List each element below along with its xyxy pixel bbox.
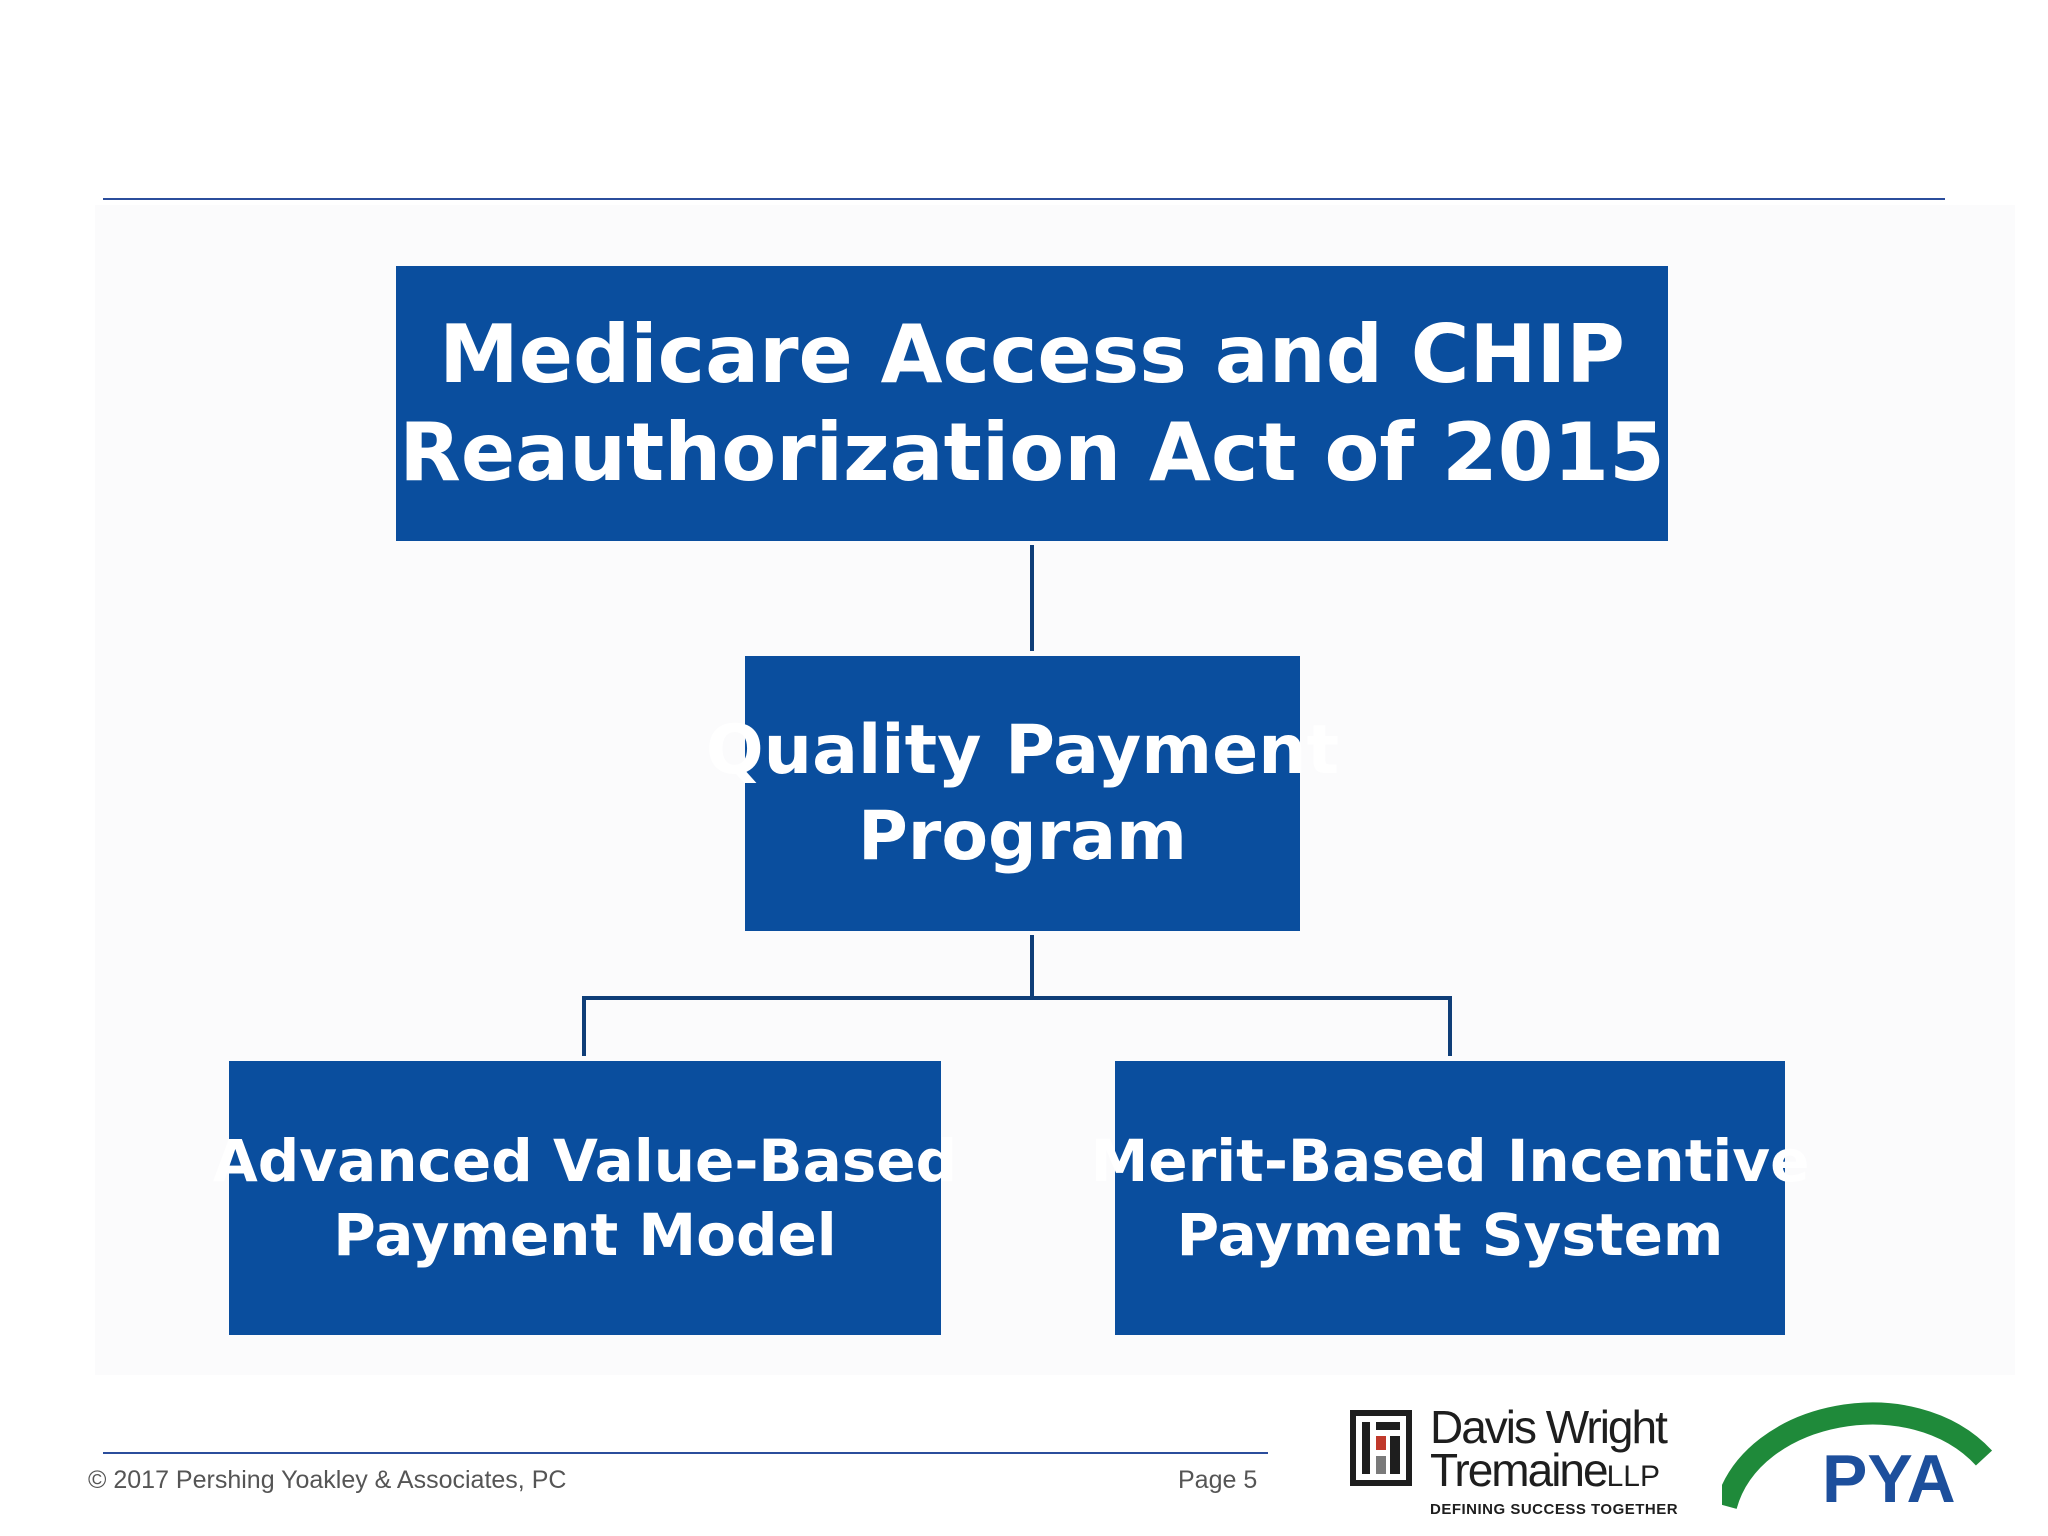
dwt-llp: LLP [1606,1460,1660,1493]
dwt-logo-icon [1350,1410,1412,1486]
connector-top-middle [1030,545,1034,651]
dwt-name-line1: Davis Wright [1430,1401,1666,1453]
connector-right-drop [1448,996,1452,1056]
pya-logo [1722,1400,1992,1510]
dwt-logo [1430,1401,1679,1518]
mips-line2: Payment System [1176,1201,1724,1269]
copyright-text: © 2017 Pershing Yoakley & Associates, PC [88,1466,567,1494]
qpp-line2: Program [857,796,1188,876]
macra-line2: Reauthorization Act of 2015 [399,405,1665,499]
apm-box [212,1061,958,1335]
apm-line1: Advanced Value-Based [212,1127,958,1195]
connector-horizontal [582,996,1452,1000]
qpp-line1: Quality Payment [705,710,1340,790]
mips-box [1090,1061,1810,1335]
dwt-tagline: DEFINING SUCCESS TOGETHER [1430,1501,1679,1518]
apm-line2: Payment Model [333,1201,837,1269]
dwt-name-tremaine: Tremaine [1430,1444,1607,1496]
mips-line1: Merit-Based Incentive [1090,1127,1810,1195]
macra-line1: Medicare Access and CHIP [439,307,1625,401]
header-rule [103,198,1945,200]
footer-rule [103,1452,1268,1454]
pya-logo-text: PYA [1822,1441,1956,1510]
connector-middle-down [1030,935,1034,997]
macra-box [396,266,1668,541]
connector-left-drop [582,996,586,1056]
dwt-name-line2 [1430,1444,1678,1497]
qpp-box [705,656,1340,931]
page-number: Page 5 [1178,1466,1258,1494]
